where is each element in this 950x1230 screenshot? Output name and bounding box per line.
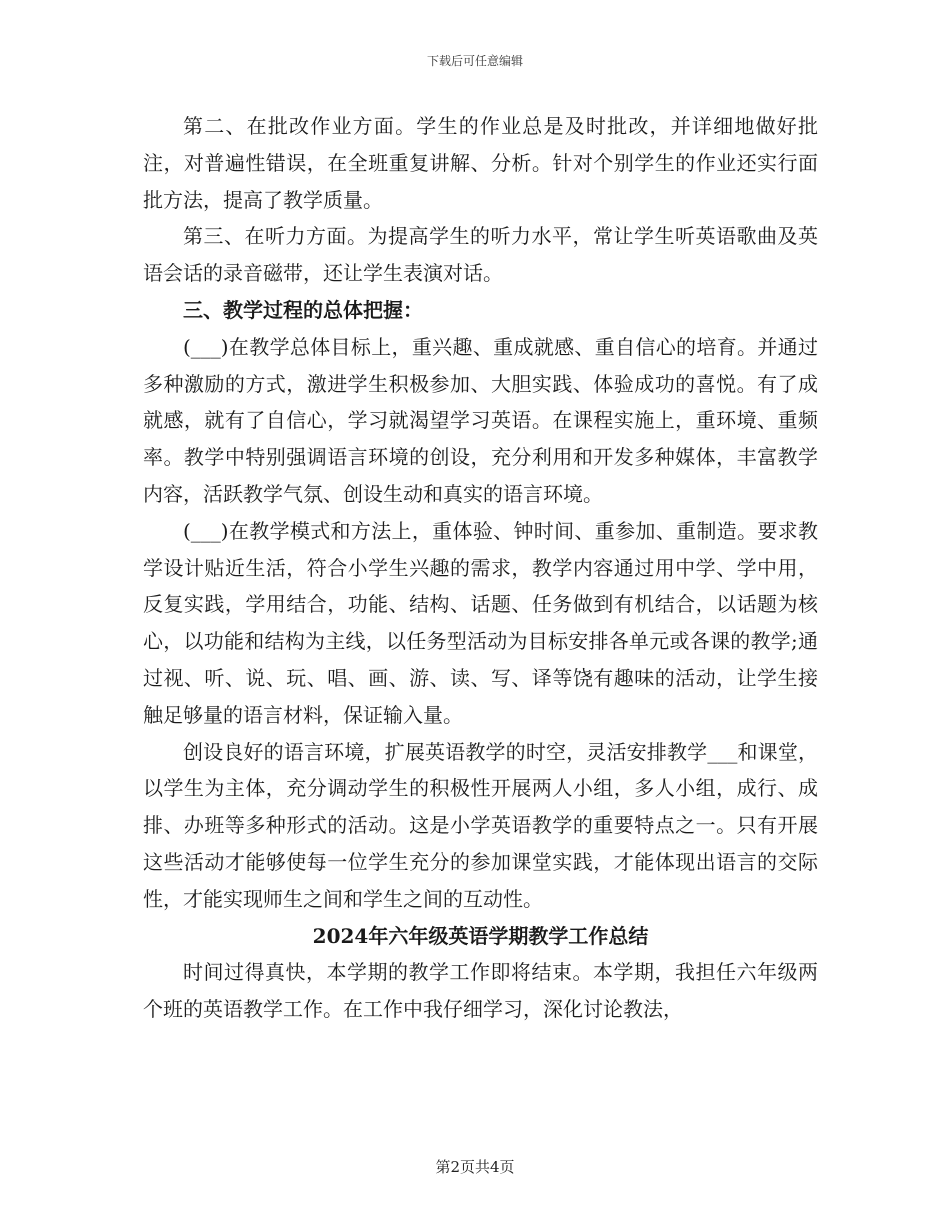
section-heading-teaching-process: 三、教学过程的总体把握： <box>183 297 423 322</box>
paragraph-intro: 时间过得真快，本学期的教学工作即将结束。本学期，我担任六年级两个班的英语教学工作。在工作中我仔细学习，深化讨论教法， <box>143 960 818 1022</box>
page-number-footer: 第2页共4页 <box>435 1158 515 1176</box>
document-title: 2024年六年级英语学期教学工作总结 <box>312 923 649 948</box>
document-body <box>143 108 818 1028</box>
paragraph-language-environment: 创设良好的语言环境，扩展英语教学的时空，灵活安排教学___和课堂，以学生为主体，充分调动学生的积极性开展两人小组，多人小组，成行、成排、办班等多种形式的活动。这是小学英语教学的重要特点之一。只有开展这些活动才能够使每一位学生充分的参加课堂实践，才能体现出语言的交际性，才能实现师生之间和学生之间的互动性。 <box>143 739 818 911</box>
paragraph-teaching-methods: (___)在教学模式和方法上，重体验、钟时间、重参加、重制造。要求教学设计贴近生活，符合小学生兴趣的需求，教学内容通过用中学、学中用，反复实践，学用结合，功能、结构、话题、任务做到有机结合，以话题为核心，以功能和结构为主线，以任务型活动为目标安排各单元或各课的教学;通过视、听、说、玩、唱、画、游、读、写、译等饶有趣味的活动，让学生接触足够量的语言材料，保证输入量。 <box>143 518 818 727</box>
paragraph-listening: 第三、在听力方面。为提高学生的听力水平，常让学生听英语歌曲及英语会话的录音磁带，还让学生表演对话。 <box>143 224 818 286</box>
paragraph-homework-correction: 第二、在批改作业方面。学生的作业总是及时批改，并详细地做好批注，对普遍性错误，在全班重复讲解、分析。针对个别学生的作业还实行面批方法，提高了教学质量。 <box>143 114 818 212</box>
paragraph-teaching-goals: (___)在教学总体目标上，重兴趣、重成就感、重自信心的培育。并通过多种激励的方式，激进学生积极参加、大胆实践、体验成功的喜悦。有了成就感，就有了自信心，学习就渴望学习英语。在课程实施上，重环境、重频率。教学中特别强调语言环境的创设，充分利用和开发多种媒体，丰富教学内容，活跃教学气氛、创设生动和真实的语言环境。 <box>143 334 818 506</box>
page-header: 下载后可任意编辑 <box>426 54 523 68</box>
